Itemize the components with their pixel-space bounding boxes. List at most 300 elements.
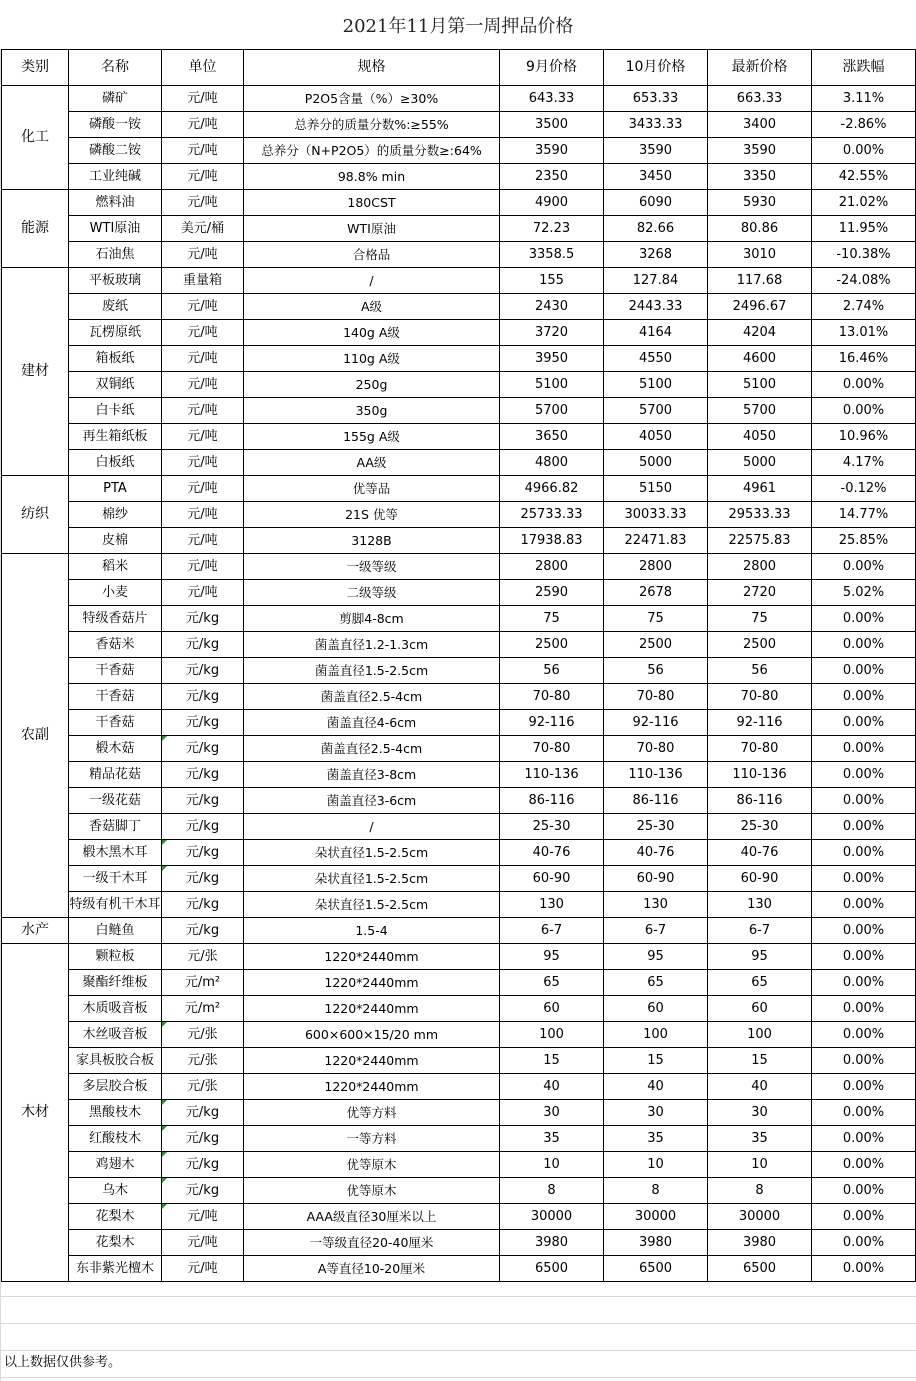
latest-cell[interactable]: 30000 (708, 1204, 812, 1230)
sep-cell[interactable]: 65 (500, 970, 604, 996)
latest-cell[interactable]: 15 (708, 1048, 812, 1074)
unit-cell[interactable]: 元/kg (162, 1152, 244, 1178)
unit-cell[interactable]: 元/吨 (162, 242, 244, 268)
change-cell[interactable]: 0.00% (812, 866, 916, 892)
change-cell[interactable]: 0.00% (812, 762, 916, 788)
unit-cell[interactable]: 元/吨 (162, 112, 244, 138)
change-cell[interactable]: 0.00% (812, 1256, 916, 1282)
change-cell[interactable]: 0.00% (812, 788, 916, 814)
oct-cell[interactable]: 30000 (604, 1204, 708, 1230)
unit-cell[interactable]: 元/kg (162, 658, 244, 684)
oct-cell[interactable]: 86-116 (604, 788, 708, 814)
change-cell[interactable]: 0.00% (812, 684, 916, 710)
unit-cell[interactable]: 元/吨 (162, 346, 244, 372)
change-cell[interactable]: 21.02% (812, 190, 916, 216)
oct-cell[interactable]: 3590 (604, 138, 708, 164)
change-cell[interactable]: 0.00% (812, 632, 916, 658)
spec-cell[interactable]: P2O5含量（%）≥30% (244, 86, 500, 112)
change-cell[interactable]: 2.74% (812, 294, 916, 320)
unit-cell[interactable]: 美元/桶 (162, 216, 244, 242)
sep-cell[interactable]: 40-76 (500, 840, 604, 866)
latest-cell[interactable]: 4961 (708, 476, 812, 502)
unit-cell[interactable]: 元/kg (162, 788, 244, 814)
oct-cell[interactable]: 60 (604, 996, 708, 1022)
sep-cell[interactable]: 72.23 (500, 216, 604, 242)
oct-cell[interactable]: 92-116 (604, 710, 708, 736)
change-cell[interactable]: 10.96% (812, 424, 916, 450)
oct-cell[interactable]: 65 (604, 970, 708, 996)
spec-cell[interactable]: / (244, 268, 500, 294)
unit-cell[interactable]: 元/kg (162, 840, 244, 866)
name-cell[interactable]: 箱板纸 (69, 346, 162, 372)
unit-cell[interactable]: 元/kg (162, 684, 244, 710)
unit-cell[interactable]: 元/kg (162, 1178, 244, 1204)
change-cell[interactable]: 0.00% (812, 710, 916, 736)
sep-cell[interactable]: 92-116 (500, 710, 604, 736)
spec-cell[interactable]: 合格品 (244, 242, 500, 268)
change-cell[interactable]: 0.00% (812, 554, 916, 580)
latest-cell[interactable]: 130 (708, 892, 812, 918)
header-cell-name[interactable]: 名称 (69, 50, 162, 86)
category-cell[interactable]: 建材 (2, 268, 69, 476)
unit-cell[interactable]: 元/吨 (162, 320, 244, 346)
change-cell[interactable]: -24.08% (812, 268, 916, 294)
change-cell[interactable]: 0.00% (812, 1152, 916, 1178)
spec-cell[interactable]: WTI原油 (244, 216, 500, 242)
unit-cell[interactable]: 元/张 (162, 1022, 244, 1048)
name-cell[interactable]: 香菇米 (69, 632, 162, 658)
sep-cell[interactable]: 56 (500, 658, 604, 684)
name-cell[interactable]: 双铜纸 (69, 372, 162, 398)
latest-cell[interactable]: 4204 (708, 320, 812, 346)
name-cell[interactable]: 稻米 (69, 554, 162, 580)
sep-cell[interactable]: 2800 (500, 554, 604, 580)
change-cell[interactable]: 3.11% (812, 86, 916, 112)
name-cell[interactable]: 燃料油 (69, 190, 162, 216)
change-cell[interactable]: 11.95% (812, 216, 916, 242)
name-cell[interactable]: 木质吸音板 (69, 996, 162, 1022)
oct-cell[interactable]: 10 (604, 1152, 708, 1178)
spec-cell[interactable]: 优等方料 (244, 1100, 500, 1126)
sep-cell[interactable]: 110-136 (500, 762, 604, 788)
oct-cell[interactable]: 2443.33 (604, 294, 708, 320)
sep-cell[interactable]: 75 (500, 606, 604, 632)
oct-cell[interactable]: 6090 (604, 190, 708, 216)
unit-cell[interactable]: 元/kg (162, 606, 244, 632)
oct-cell[interactable]: 5700 (604, 398, 708, 424)
spec-cell[interactable]: 优等品 (244, 476, 500, 502)
spec-cell[interactable]: 一级等级 (244, 554, 500, 580)
oct-cell[interactable]: 25-30 (604, 814, 708, 840)
category-cell[interactable]: 木材 (2, 944, 69, 1282)
oct-cell[interactable]: 60-90 (604, 866, 708, 892)
latest-cell[interactable]: 65 (708, 970, 812, 996)
change-cell[interactable]: 0.00% (812, 944, 916, 970)
latest-cell[interactable]: 92-116 (708, 710, 812, 736)
latest-cell[interactable]: 70-80 (708, 736, 812, 762)
name-cell[interactable]: 平板玻璃 (69, 268, 162, 294)
unit-cell[interactable]: 重量箱 (162, 268, 244, 294)
sep-cell[interactable]: 30 (500, 1100, 604, 1126)
unit-cell[interactable]: 元/kg (162, 892, 244, 918)
sep-cell[interactable]: 40 (500, 1074, 604, 1100)
name-cell[interactable]: 工业纯碱 (69, 164, 162, 190)
change-cell[interactable]: 0.00% (812, 606, 916, 632)
oct-cell[interactable]: 95 (604, 944, 708, 970)
latest-cell[interactable]: 60-90 (708, 866, 812, 892)
unit-cell[interactable]: 元/张 (162, 1048, 244, 1074)
spec-cell[interactable]: 朵状直径1.5-2.5cm (244, 892, 500, 918)
latest-cell[interactable]: 10 (708, 1152, 812, 1178)
spec-cell[interactable]: 110g A级 (244, 346, 500, 372)
sep-cell[interactable]: 4966.82 (500, 476, 604, 502)
oct-cell[interactable]: 35 (604, 1126, 708, 1152)
unit-cell[interactable]: 元/吨 (162, 398, 244, 424)
sep-cell[interactable]: 4800 (500, 450, 604, 476)
oct-cell[interactable]: 82.66 (604, 216, 708, 242)
change-cell[interactable]: 0.00% (812, 658, 916, 684)
sep-cell[interactable]: 5100 (500, 372, 604, 398)
spec-cell[interactable]: 一等级直径20-40厘米 (244, 1230, 500, 1256)
change-cell[interactable]: 16.46% (812, 346, 916, 372)
change-cell[interactable]: 5.02% (812, 580, 916, 606)
change-cell[interactable]: 0.00% (812, 372, 916, 398)
latest-cell[interactable]: 5100 (708, 372, 812, 398)
sep-cell[interactable]: 3980 (500, 1230, 604, 1256)
sep-cell[interactable]: 3500 (500, 112, 604, 138)
oct-cell[interactable]: 6-7 (604, 918, 708, 944)
oct-cell[interactable]: 5100 (604, 372, 708, 398)
spec-cell[interactable]: 优等原木 (244, 1178, 500, 1204)
latest-cell[interactable]: 35 (708, 1126, 812, 1152)
name-cell[interactable]: 皮棉 (69, 528, 162, 554)
change-cell[interactable]: -0.12% (812, 476, 916, 502)
oct-cell[interactable]: 2500 (604, 632, 708, 658)
spec-cell[interactable]: AA级 (244, 450, 500, 476)
change-cell[interactable]: 0.00% (812, 1100, 916, 1126)
change-cell[interactable]: 0.00% (812, 1074, 916, 1100)
name-cell[interactable]: 黑酸枝木 (69, 1100, 162, 1126)
spec-cell[interactable]: 一等方料 (244, 1126, 500, 1152)
spec-cell[interactable]: 3128B (244, 528, 500, 554)
sep-cell[interactable]: 60-90 (500, 866, 604, 892)
spec-cell[interactable]: 1220*2440mm (244, 996, 500, 1022)
change-cell[interactable]: 42.55% (812, 164, 916, 190)
latest-cell[interactable]: 663.33 (708, 86, 812, 112)
spec-cell[interactable]: 1.5-4 (244, 918, 500, 944)
unit-cell[interactable]: 元/kg (162, 1126, 244, 1152)
oct-cell[interactable]: 2678 (604, 580, 708, 606)
latest-cell[interactable]: 100 (708, 1022, 812, 1048)
unit-cell[interactable]: 元/kg (162, 866, 244, 892)
spec-cell[interactable]: 菌盖直径1.5-2.5cm (244, 658, 500, 684)
latest-cell[interactable]: 2500 (708, 632, 812, 658)
name-cell[interactable]: 花梨木 (69, 1230, 162, 1256)
name-cell[interactable]: 乌木 (69, 1178, 162, 1204)
oct-cell[interactable]: 3450 (604, 164, 708, 190)
name-cell[interactable]: 石油焦 (69, 242, 162, 268)
spec-cell[interactable]: 菌盖直径3-6cm (244, 788, 500, 814)
latest-cell[interactable]: 95 (708, 944, 812, 970)
unit-cell[interactable]: 元/吨 (162, 86, 244, 112)
name-cell[interactable]: 白卡纸 (69, 398, 162, 424)
change-cell[interactable]: 25.85% (812, 528, 916, 554)
spec-cell[interactable]: 总养分（N+P2O5）的质量分数≥:64% (244, 138, 500, 164)
name-cell[interactable]: 再生箱纸板 (69, 424, 162, 450)
unit-cell[interactable]: 元/kg (162, 762, 244, 788)
unit-cell[interactable]: 元/kg (162, 1100, 244, 1126)
change-cell[interactable]: 0.00% (812, 1204, 916, 1230)
sep-cell[interactable]: 2500 (500, 632, 604, 658)
sep-cell[interactable]: 5700 (500, 398, 604, 424)
oct-cell[interactable]: 4550 (604, 346, 708, 372)
sep-cell[interactable]: 155 (500, 268, 604, 294)
spec-cell[interactable]: 350g (244, 398, 500, 424)
latest-cell[interactable]: 40 (708, 1074, 812, 1100)
name-cell[interactable]: 棉纱 (69, 502, 162, 528)
spec-cell[interactable]: 朵状直径1.5-2.5cm (244, 840, 500, 866)
name-cell[interactable]: 小麦 (69, 580, 162, 606)
oct-cell[interactable]: 3980 (604, 1230, 708, 1256)
latest-cell[interactable]: 80.86 (708, 216, 812, 242)
name-cell[interactable]: 多层胶合板 (69, 1074, 162, 1100)
spec-cell[interactable]: 二级等级 (244, 580, 500, 606)
name-cell[interactable]: 椴木黑木耳 (69, 840, 162, 866)
latest-cell[interactable]: 5700 (708, 398, 812, 424)
unit-cell[interactable]: 元/kg (162, 710, 244, 736)
sep-cell[interactable]: 17938.83 (500, 528, 604, 554)
name-cell[interactable]: 白板纸 (69, 450, 162, 476)
unit-cell[interactable]: 元/吨 (162, 138, 244, 164)
change-cell[interactable]: 0.00% (812, 814, 916, 840)
spec-cell[interactable]: AAA级直径30厘米以上 (244, 1204, 500, 1230)
sep-cell[interactable]: 60 (500, 996, 604, 1022)
unit-cell[interactable]: 元/kg (162, 632, 244, 658)
latest-cell[interactable]: 2800 (708, 554, 812, 580)
latest-cell[interactable]: 40-76 (708, 840, 812, 866)
latest-cell[interactable]: 3590 (708, 138, 812, 164)
oct-cell[interactable]: 70-80 (604, 684, 708, 710)
sep-cell[interactable]: 3590 (500, 138, 604, 164)
sep-cell[interactable]: 2430 (500, 294, 604, 320)
unit-cell[interactable]: 元/张 (162, 944, 244, 970)
latest-cell[interactable]: 86-116 (708, 788, 812, 814)
unit-cell[interactable]: 元/吨 (162, 1230, 244, 1256)
name-cell[interactable]: 东非紫光檀木 (69, 1256, 162, 1282)
sep-cell[interactable]: 100 (500, 1022, 604, 1048)
latest-cell[interactable]: 5930 (708, 190, 812, 216)
unit-cell[interactable]: 元/吨 (162, 502, 244, 528)
latest-cell[interactable]: 22575.83 (708, 528, 812, 554)
change-cell[interactable]: 0.00% (812, 1178, 916, 1204)
category-cell[interactable]: 化工 (2, 86, 69, 190)
latest-cell[interactable]: 30 (708, 1100, 812, 1126)
spec-cell[interactable]: 21S 优等 (244, 502, 500, 528)
sep-cell[interactable]: 35 (500, 1126, 604, 1152)
spec-cell[interactable]: 菌盖直径3-8cm (244, 762, 500, 788)
oct-cell[interactable]: 22471.83 (604, 528, 708, 554)
oct-cell[interactable]: 110-136 (604, 762, 708, 788)
unit-cell[interactable]: 元/m² (162, 996, 244, 1022)
header-cell-change[interactable]: 涨跌幅 (812, 50, 916, 86)
oct-cell[interactable]: 130 (604, 892, 708, 918)
oct-cell[interactable]: 6500 (604, 1256, 708, 1282)
category-cell[interactable]: 农副 (2, 554, 69, 918)
spec-cell[interactable]: A级 (244, 294, 500, 320)
unit-cell[interactable]: 元/吨 (162, 190, 244, 216)
unit-cell[interactable]: 元/吨 (162, 1256, 244, 1282)
latest-cell[interactable]: 3980 (708, 1230, 812, 1256)
sep-cell[interactable]: 70-80 (500, 684, 604, 710)
oct-cell[interactable]: 8 (604, 1178, 708, 1204)
oct-cell[interactable]: 40-76 (604, 840, 708, 866)
spec-cell[interactable]: 菌盖直径1.2-1.3cm (244, 632, 500, 658)
change-cell[interactable]: 0.00% (812, 138, 916, 164)
change-cell[interactable]: 0.00% (812, 840, 916, 866)
name-cell[interactable]: 颗粒板 (69, 944, 162, 970)
unit-cell[interactable]: 元/吨 (162, 164, 244, 190)
sep-cell[interactable]: 6-7 (500, 918, 604, 944)
unit-cell[interactable]: 元/kg (162, 736, 244, 762)
unit-cell[interactable]: 元/吨 (162, 1204, 244, 1230)
name-cell[interactable]: 红酸枝木 (69, 1126, 162, 1152)
name-cell[interactable]: 椴木菇 (69, 736, 162, 762)
change-cell[interactable]: 0.00% (812, 970, 916, 996)
unit-cell[interactable]: 元/吨 (162, 580, 244, 606)
spec-cell[interactable]: 菌盖直径2.5-4cm (244, 684, 500, 710)
latest-cell[interactable]: 75 (708, 606, 812, 632)
sep-cell[interactable]: 3358.5 (500, 242, 604, 268)
sep-cell[interactable]: 2590 (500, 580, 604, 606)
name-cell[interactable]: 一级花菇 (69, 788, 162, 814)
name-cell[interactable]: 干香菇 (69, 684, 162, 710)
sep-cell[interactable]: 30000 (500, 1204, 604, 1230)
spec-cell[interactable]: 1220*2440mm (244, 1048, 500, 1074)
latest-cell[interactable]: 4050 (708, 424, 812, 450)
spec-cell[interactable]: 155g A级 (244, 424, 500, 450)
sep-cell[interactable]: 25-30 (500, 814, 604, 840)
spec-cell[interactable]: 剪脚4-8cm (244, 606, 500, 632)
sep-cell[interactable]: 86-116 (500, 788, 604, 814)
spec-cell[interactable]: A等直径10-20厘米 (244, 1256, 500, 1282)
oct-cell[interactable]: 15 (604, 1048, 708, 1074)
spec-cell[interactable]: 菌盖直径2.5-4cm (244, 736, 500, 762)
name-cell[interactable]: 香菇脚丁 (69, 814, 162, 840)
latest-cell[interactable]: 25-30 (708, 814, 812, 840)
change-cell[interactable]: 14.77% (812, 502, 916, 528)
name-cell[interactable]: 干香菇 (69, 710, 162, 736)
header-cell-category[interactable]: 类别 (2, 50, 69, 86)
oct-cell[interactable]: 3433.33 (604, 112, 708, 138)
oct-cell[interactable]: 5000 (604, 450, 708, 476)
oct-cell[interactable]: 75 (604, 606, 708, 632)
oct-cell[interactable]: 127.84 (604, 268, 708, 294)
name-cell[interactable]: 木丝吸音板 (69, 1022, 162, 1048)
change-cell[interactable]: 0.00% (812, 1022, 916, 1048)
spec-cell[interactable]: 菌盖直径4-6cm (244, 710, 500, 736)
header-cell-oct-price[interactable]: 10月价格 (604, 50, 708, 86)
spec-cell[interactable]: 1220*2440mm (244, 970, 500, 996)
sep-cell[interactable]: 3950 (500, 346, 604, 372)
name-cell[interactable]: PTA (69, 476, 162, 502)
oct-cell[interactable]: 5150 (604, 476, 708, 502)
change-cell[interactable]: 0.00% (812, 1230, 916, 1256)
sep-cell[interactable]: 6500 (500, 1256, 604, 1282)
change-cell[interactable]: 0.00% (812, 1048, 916, 1074)
oct-cell[interactable]: 30033.33 (604, 502, 708, 528)
change-cell[interactable]: -2.86% (812, 112, 916, 138)
change-cell[interactable]: 13.01% (812, 320, 916, 346)
category-cell[interactable]: 水产 (2, 918, 69, 944)
unit-cell[interactable]: 元/吨 (162, 294, 244, 320)
oct-cell[interactable]: 4164 (604, 320, 708, 346)
name-cell[interactable]: WTI原油 (69, 216, 162, 242)
name-cell[interactable]: 一级干木耳 (69, 866, 162, 892)
sep-cell[interactable]: 130 (500, 892, 604, 918)
sep-cell[interactable]: 95 (500, 944, 604, 970)
spec-cell[interactable]: 140g A级 (244, 320, 500, 346)
oct-cell[interactable]: 30 (604, 1100, 708, 1126)
unit-cell[interactable]: 元/吨 (162, 372, 244, 398)
name-cell[interactable]: 特级有机干木耳 (69, 892, 162, 918)
header-cell-spec[interactable]: 规格 (244, 50, 500, 86)
spec-cell[interactable]: 600×600×15/20 mm (244, 1022, 500, 1048)
latest-cell[interactable]: 6500 (708, 1256, 812, 1282)
name-cell[interactable]: 废纸 (69, 294, 162, 320)
spec-cell[interactable]: 朵状直径1.5-2.5cm (244, 866, 500, 892)
sep-cell[interactable]: 2350 (500, 164, 604, 190)
sep-cell[interactable]: 3650 (500, 424, 604, 450)
oct-cell[interactable]: 40 (604, 1074, 708, 1100)
change-cell[interactable]: 4.17% (812, 450, 916, 476)
unit-cell[interactable]: 元/吨 (162, 424, 244, 450)
sep-cell[interactable]: 643.33 (500, 86, 604, 112)
latest-cell[interactable]: 5000 (708, 450, 812, 476)
category-cell[interactable]: 纺织 (2, 476, 69, 554)
oct-cell[interactable]: 100 (604, 1022, 708, 1048)
name-cell[interactable]: 磷酸一铵 (69, 112, 162, 138)
sep-cell[interactable]: 10 (500, 1152, 604, 1178)
oct-cell[interactable]: 4050 (604, 424, 708, 450)
sep-cell[interactable]: 8 (500, 1178, 604, 1204)
name-cell[interactable]: 鸡翅木 (69, 1152, 162, 1178)
change-cell[interactable]: 0.00% (812, 1126, 916, 1152)
sep-cell[interactable]: 25733.33 (500, 502, 604, 528)
spec-cell[interactable]: 总养分的质量分数%:≥55% (244, 112, 500, 138)
unit-cell[interactable]: 元/吨 (162, 528, 244, 554)
latest-cell[interactable]: 117.68 (708, 268, 812, 294)
oct-cell[interactable]: 70-80 (604, 736, 708, 762)
name-cell[interactable]: 特级香菇片 (69, 606, 162, 632)
spec-cell[interactable]: 250g (244, 372, 500, 398)
unit-cell[interactable]: 元/kg (162, 814, 244, 840)
oct-cell[interactable]: 3268 (604, 242, 708, 268)
unit-cell[interactable]: 元/kg (162, 918, 244, 944)
unit-cell[interactable]: 元/吨 (162, 476, 244, 502)
oct-cell[interactable]: 653.33 (604, 86, 708, 112)
latest-cell[interactable]: 4600 (708, 346, 812, 372)
sep-cell[interactable]: 15 (500, 1048, 604, 1074)
change-cell[interactable]: -10.38% (812, 242, 916, 268)
spec-cell[interactable]: 优等原木 (244, 1152, 500, 1178)
unit-cell[interactable]: 元/吨 (162, 554, 244, 580)
unit-cell[interactable]: 元/张 (162, 1074, 244, 1100)
change-cell[interactable]: 0.00% (812, 996, 916, 1022)
spec-cell[interactable]: / (244, 814, 500, 840)
category-cell[interactable]: 能源 (2, 190, 69, 268)
latest-cell[interactable]: 60 (708, 996, 812, 1022)
change-cell[interactable]: 0.00% (812, 398, 916, 424)
